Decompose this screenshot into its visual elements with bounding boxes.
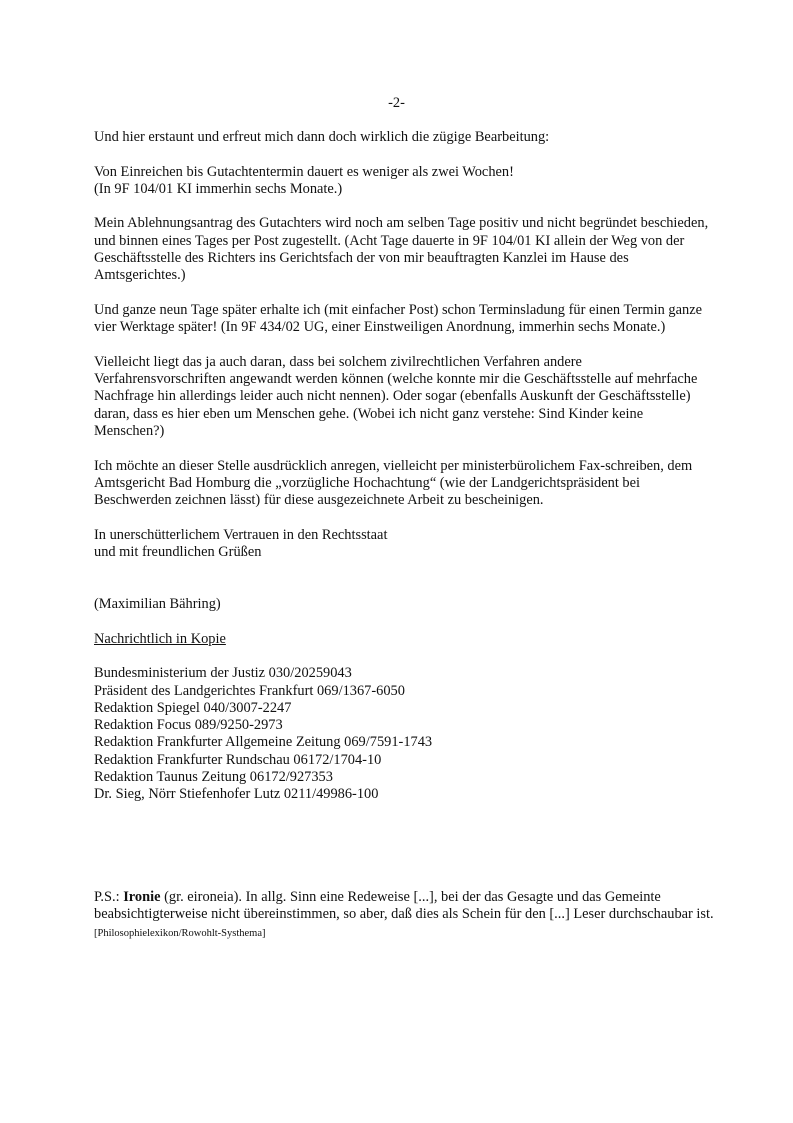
copy-recipient: Bundesministerium der Justiz 030/20259043 [94, 665, 352, 682]
copy-recipient: Redaktion Focus 089/9250-2973 [94, 717, 283, 734]
paragraph-3: Und ganze neun Tage später erhalte ich (mit einfacher Post) schon Terminsladung für einen Termin ganze vier Werktage später! (In 9F 434/02 UG, einer Einstweiligen Anordnung, immerhin sechs Monate.) [94, 301, 702, 336]
postscript-source: [Philosophielexikon/Rowohlt-Systhema] [94, 927, 266, 939]
paragraph-4: Vielleicht liegt das ja auch daran, dass bei solchem zivilrechtlichen Verfahren andere Verfahrensvorschriften angewandt werden können (welche konnte mir die Geschäftsstelle auf mehrfache Nachfrage hin allerdings leider auch nicht nennen). Oder sogar (ebenfalls Auskunft der Geschäftsstelle) daran, dass es hier eben um Menschen gehe. (Wobei ich nicht ganz verstehe: Sind Kinder keine Menschen?) [94, 353, 698, 440]
copy-recipient: Redaktion Taunus Zeitung 06172/927353 [94, 768, 333, 785]
signature-space [94, 561, 714, 596]
postscript-prefix: P.S.: [94, 889, 124, 905]
copy-recipient: Dr. Sieg, Nörr Stiefenhofer Lutz 0211/49986-100 [94, 786, 379, 803]
paragraph-5: Ich möchte an dieser Stelle ausdrücklich anregen, vielleicht per ministerbürolichem Fax-schreiben, dem Amtsgericht Bad Homburg die „vorzügliche Hochachtung“ (wie der Landgerichtspräsident bei Beschwerden zeichnen lässt) für diese ausgezeichnete Arbeit zu bescheinigen. [94, 457, 693, 509]
closing-line-1: In unerschütterlichem Vertrauen in den Rechtsstaat [94, 526, 388, 543]
paragraph-2: Mein Ablehnungsantrag des Gutachters wird noch am selben Tage positiv und nicht begründet beschieden, und binnen eines Tages per Post zugestellt. (Acht Tage dauerte in 9F 104/01 KI allein der Weg von der Geschäftsstelle des Richters ins Gerichtsfach der von mir beauftragten Kanzlei im Hause des Amtsgerichtes.) [94, 215, 709, 284]
letter-body [94, 129, 714, 804]
copies-heading: Nachrichtlich in Kopie [94, 630, 226, 647]
page-number: -2- [388, 95, 405, 111]
postscript-definition: (gr. eironeia). In allg. Sinn eine Redeweise [...], bei der das Gesagte und das Gemeinte beabsichtigterweise nicht übereinstimmen, so aber, daß dies als Schein für den [...] Leser durchschaubar ist. [94, 889, 714, 923]
copy-recipient: Redaktion Frankfurter Allgemeine Zeitung 069/7591-1743 [94, 734, 433, 751]
closing-line-2: und mit freundlichen Grüßen [94, 544, 262, 561]
copy-recipient: Redaktion Frankfurter Rundschau 06172/1704-10 [94, 751, 382, 768]
paragraph-1-line-2: (In 9F 104/01 KI immerhin sechs Monate.) [94, 180, 343, 197]
postscript-term: Ironie [123, 889, 161, 905]
postscript [94, 889, 714, 942]
paragraph-1-line-1: Von Einreichen bis Gutachtentermin dauert es weniger als zwei Wochen! [94, 163, 514, 180]
copy-recipient: Redaktion Spiegel 040/3007-2247 [94, 699, 292, 716]
copy-recipient: Präsident des Landgerichtes Frankfurt 069/1367-6050 [94, 682, 405, 699]
signature-name: (Maximilian Bähring) [94, 596, 221, 613]
intro-paragraph: Und hier erstaunt und erfreut mich dann doch wirklich die zügige Bearbeitung: [94, 129, 550, 145]
